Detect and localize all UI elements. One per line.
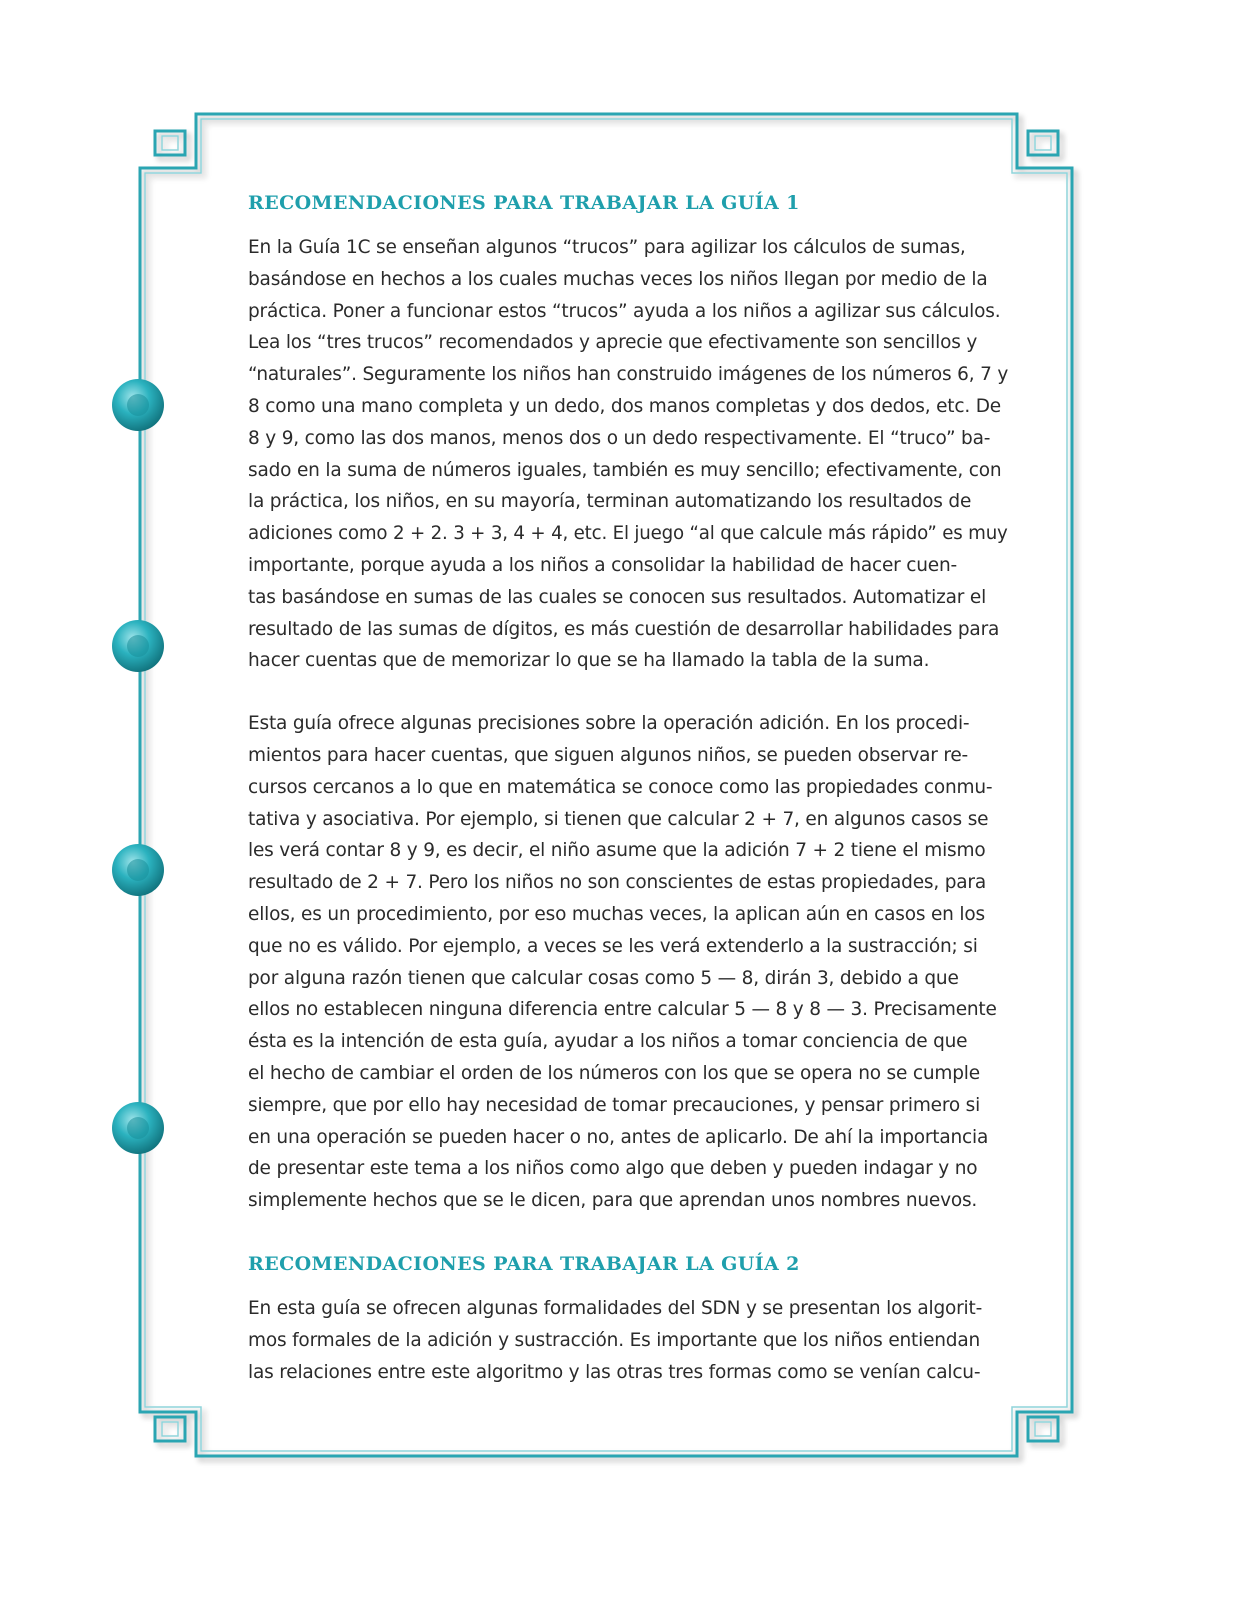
text-line: las relaciones entre este algoritmo y las otras tres formas como se venían calcu-: [248, 1360, 981, 1383]
text-line: la práctica, los niños, en su mayoría, terminan automatizando los resultados de: [248, 490, 972, 513]
text-line: tas basándose en sumas de las cuales se conocen sus resultados. Automatizar el: [248, 585, 987, 608]
text-line: práctica. Poner a funcionar estos “trucos” ayuda a los niños a agilizar sus cálculos.: [248, 299, 1001, 322]
text-line: ésta es la intención de esta guía, ayudar a los niños a tomar conciencia de que: [248, 1030, 968, 1053]
text-line: basándose en hechos a los cuales muchas veces los niños llegan por medio de la: [248, 267, 988, 290]
text-line: resultado de 2 + 7. Pero los niños no son conscientes de estas propiedades, para: [248, 871, 987, 894]
text-line: Lea los “tres trucos” recomendados y aprecie que efectivamente son sencillos y: [248, 331, 978, 354]
text-line: en una operación se pueden hacer o no, antes de aplicarlo. De ahí la importancia: [248, 1125, 989, 1148]
text-line: 8 y 9, como las dos manos, menos dos o un dedo respectivamente. El “truco” ba-: [248, 426, 991, 449]
text-line: 8 como una mano completa y un dedo, dos manos completas y dos dedos, etc. De: [248, 394, 1001, 417]
text-line: “naturales”. Seguramente los niños han construido imágenes de los números 6, 7 y: [248, 363, 1009, 386]
binding-beads: [112, 379, 164, 1154]
text-line: el hecho de cambiar el orden de los números con los que se opera no se cumple: [248, 1061, 980, 1084]
text-line: mos formales de la adición y sustracción. Es importante que los niños entiendan: [248, 1328, 981, 1351]
text-line: resultado de las sumas de dígitos, es más cuestión de desarrollar habilidades para: [248, 617, 1000, 640]
text-line: importante, porque ayuda a los niños a consolidar la habilidad de hacer cuen-: [248, 553, 958, 576]
text-line: Esta guía ofrece algunas precisiones sobre la operación adición. En los procedi-: [248, 712, 970, 735]
text-line: mientos para hacer cuentas, que siguen algunos niños, se pueden observar re-: [248, 743, 969, 766]
text-line: simplemente hechos que se le dicen, para que aprendan unos nombres nuevos.: [248, 1189, 978, 1212]
text-line: En la Guía 1C se enseñan algunos “trucos” para agilizar los cálculos de sumas,: [248, 236, 966, 258]
text-line: de presentar este tema a los niños como algo que deben y pueden indagar y no: [248, 1157, 978, 1180]
page-content: [248, 188, 1028, 1388]
text-line: cursos cercanos a lo que en matemática se conoce como las propiedades conmu-: [248, 775, 993, 798]
text-line: ellos no establecen ninguna diferencia entre calcular 5 — 8 y 8 — 3. Precisamente: [248, 998, 997, 1021]
paragraph-guia-1-a: [248, 232, 1028, 677]
text-line: por alguna razón tienen que calcular cosas como 5 — 8, dirán 3, debido a que: [248, 966, 959, 989]
section-heading-guia-2: RECOMENDACIONES PARA TRABAJAR LA GUÍA 2: [248, 1252, 800, 1275]
text-line: que no es válido. Por ejemplo, a veces se les verá extenderlo a la sustracción; si: [248, 934, 978, 957]
text-line: tativa y asociativa. Por ejemplo, si tienen que calcular 2 + 7, en algunos casos se: [248, 807, 989, 830]
text-line: En esta guía se ofrecen algunas formalidades del SDN y se presentan los algorit-: [248, 1296, 983, 1319]
paragraph-guia-1-b: [248, 708, 1028, 1217]
text-line: les verá contar 8 y 9, es decir, el niño asume que la adición 7 + 2 tiene el mismo: [248, 839, 986, 862]
text-line: adiciones como 2 + 2. 3 + 3, 4 + 4, etc. El juego “al que calcule más rápido” es muy: [248, 522, 1008, 545]
text-line: sado en la suma de números iguales, también es muy sencillo; efectivamente, con: [248, 458, 1002, 481]
text-line: ellos, es un procedimiento, por eso muchas veces, la aplican aún en casos en los: [248, 902, 985, 925]
section-heading-guia-1: RECOMENDACIONES PARA TRABAJAR LA GUÍA 1: [248, 192, 800, 214]
paragraph-guia-2: [248, 1293, 1028, 1388]
text-line: siempre, que por ello hay necesidad de tomar precauciones, y pensar primero si: [248, 1093, 981, 1116]
text-line: hacer cuentas que de memorizar lo que se ha llamado la tabla de la suma.: [248, 649, 930, 672]
